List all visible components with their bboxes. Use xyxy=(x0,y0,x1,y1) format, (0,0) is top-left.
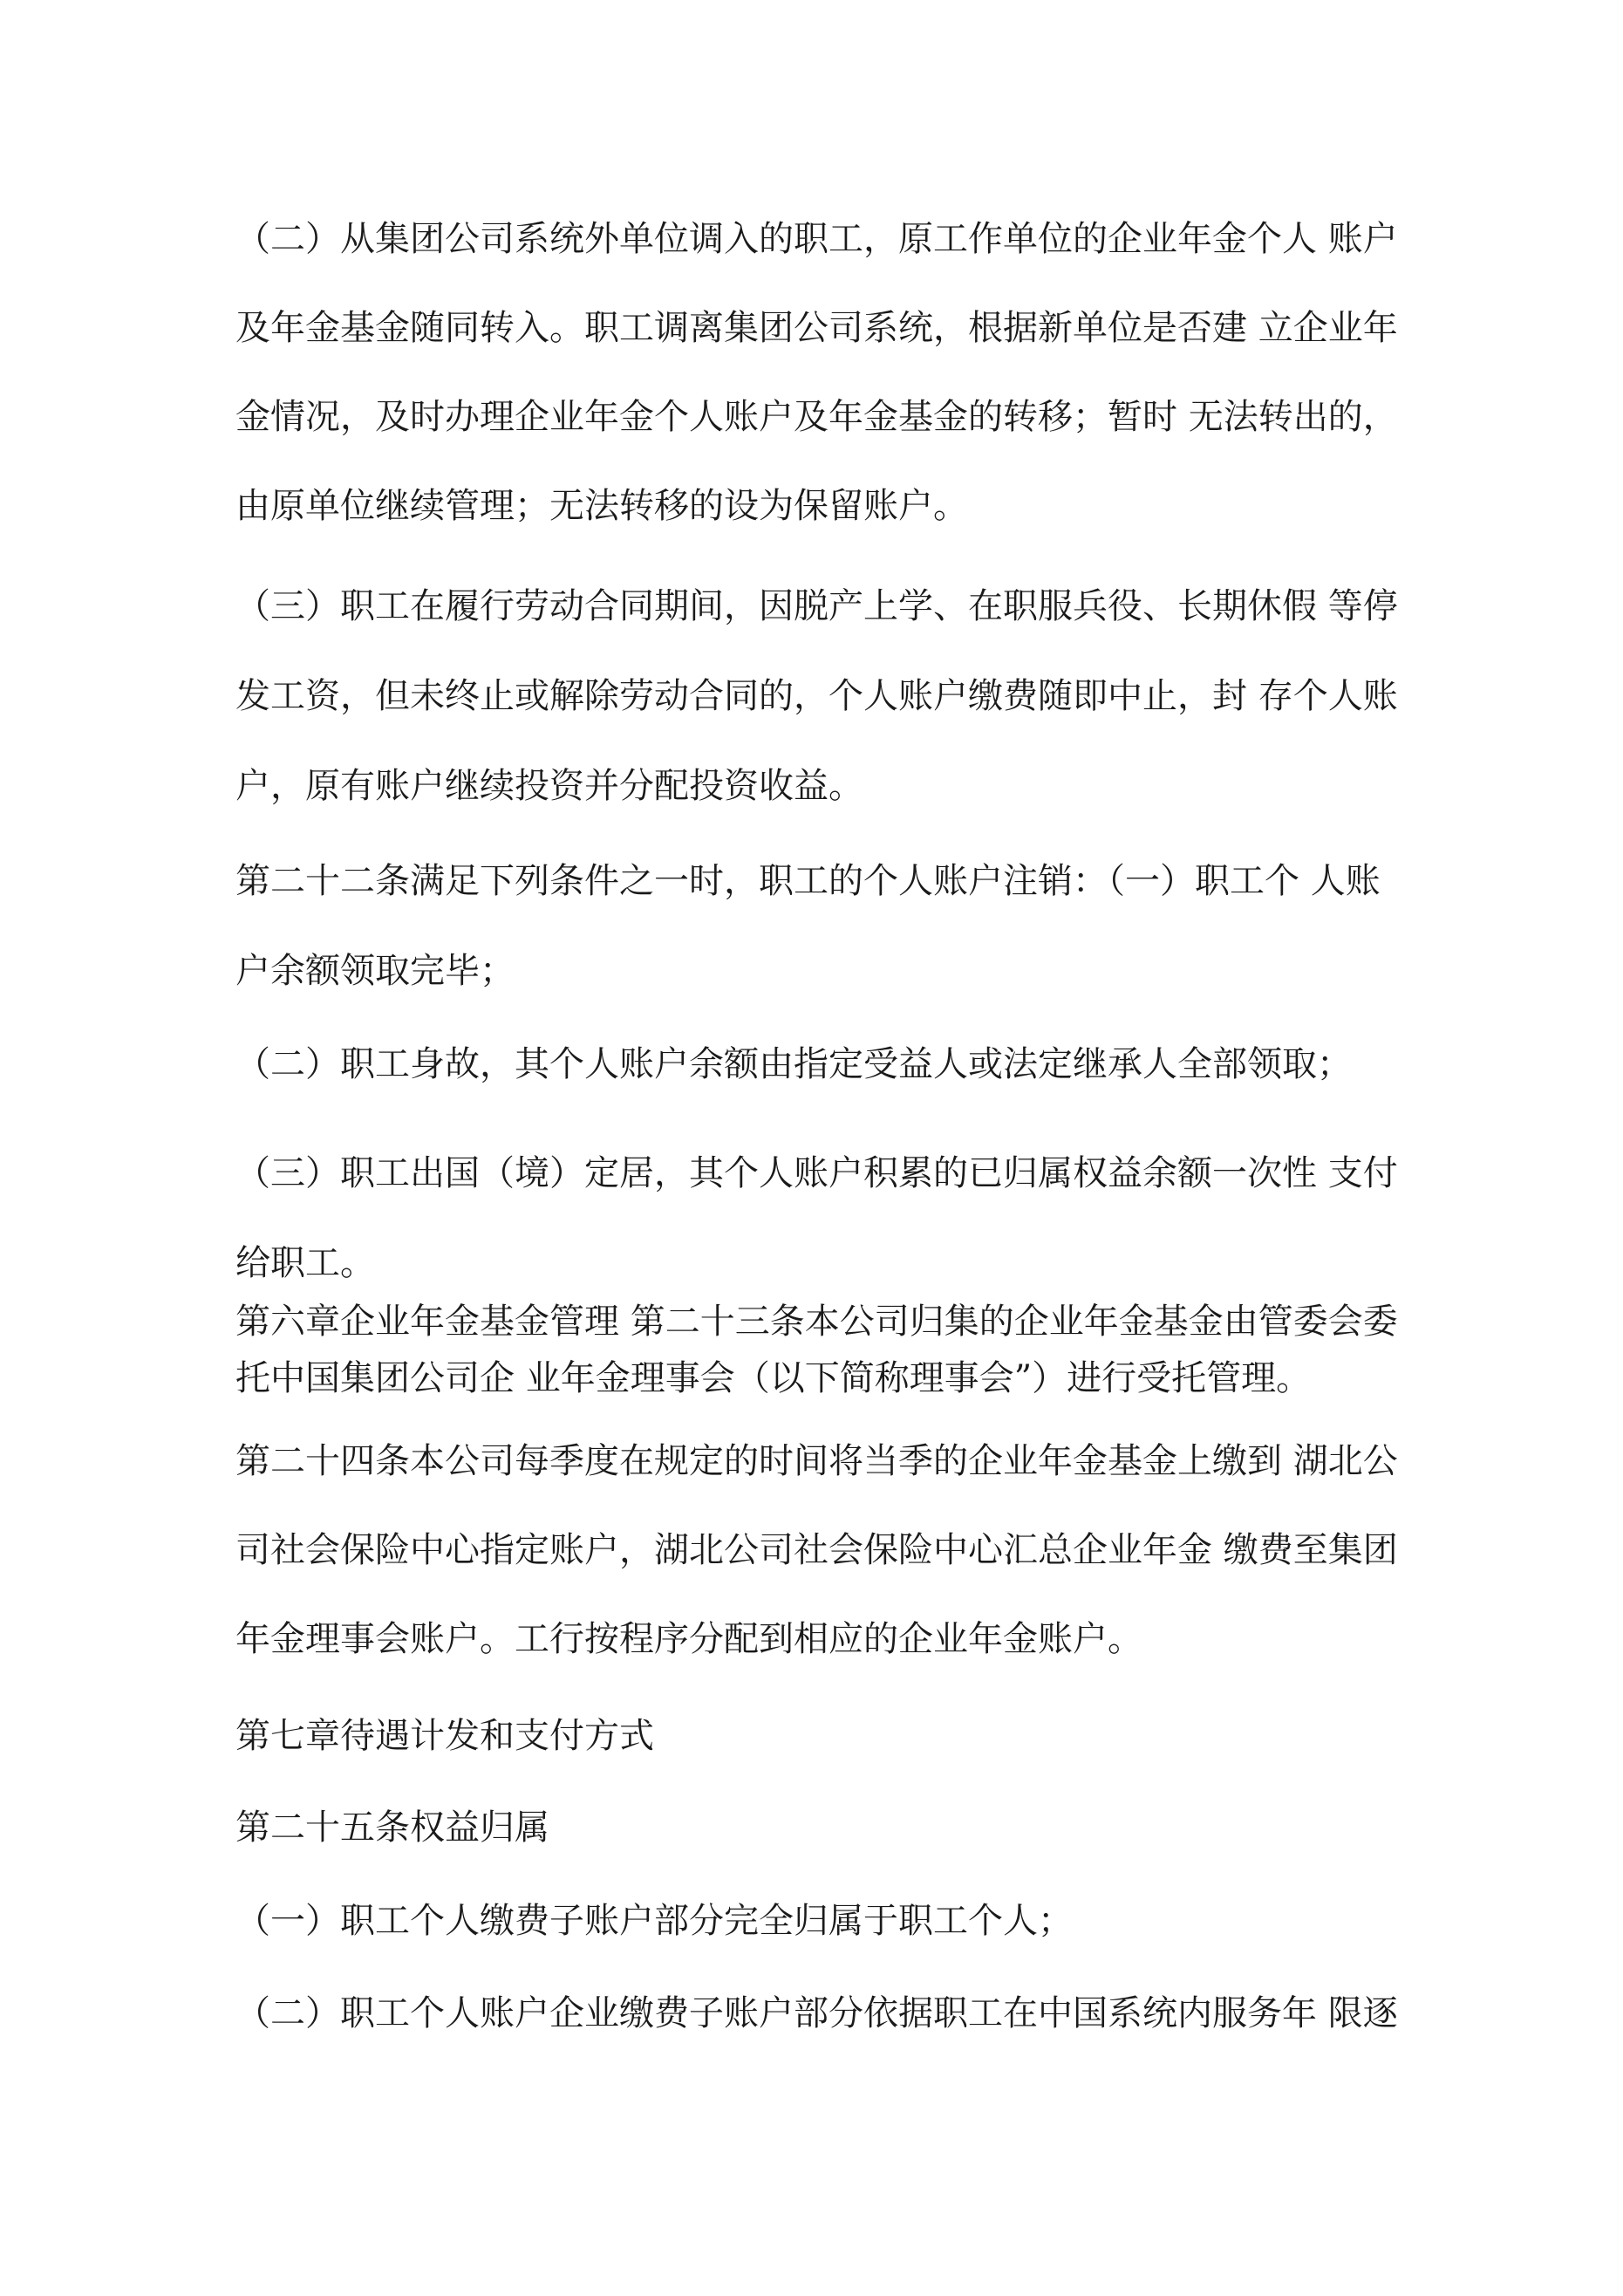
text-line: （三）职工出国（境）定居，其个人账户积累的已归属权益余额一次性 支付 xyxy=(235,1153,1398,1193)
text-line: 户，原有账户继续投资并分配投资收益。 xyxy=(235,766,863,806)
article-25-heading xyxy=(235,1807,1404,1848)
paragraph-chapter-6 xyxy=(235,1304,1404,1396)
text-line: 及年金基金随同转入。职工调离集团公司系统，根据新单位是否建 立企业年 xyxy=(235,308,1398,348)
text-line: 司社会保险中心指定账户，湖北公司社会保险中心汇总企业年金 缴费至集团 xyxy=(235,1530,1398,1570)
paragraph-article-24 xyxy=(235,1441,1404,1659)
text-line: 金情况，及时办理企业年金个人账户及年金基金的转移；暂时 无法转出的， xyxy=(235,397,1398,437)
text-line: （二）职工身故，其个人账户余额由指定受益人或法定继承人全部领取； xyxy=(235,1044,1352,1084)
text-line: 第二十二条满足下列条件之一时，职工的个人账户注销：（一）职工个 人账 xyxy=(235,861,1381,901)
paragraph-emigration xyxy=(235,1153,1404,1283)
text-line: 第二十四条本公司每季度在规定的时间将当季的企业年金基金上缴到 湖北公 xyxy=(235,1441,1398,1481)
text-line: （三）职工在履行劳动合同期间，因脱产上学、在职服兵役、长期休假 等停 xyxy=(235,586,1398,626)
text-line: 年金理事会账户。工行按程序分配到相应的企业年金账户。 xyxy=(235,1619,1142,1659)
text-line: （一）职工个人缴费子账户部分完全归属于职工个人； xyxy=(235,1901,1073,1941)
text-line: 发工资，但未终止或解除劳动合同的，个人账户缴费随即中止，封 存个人账 xyxy=(235,676,1398,716)
chapter-7-heading xyxy=(235,1716,1404,1756)
paragraph-article-22 xyxy=(235,861,1404,991)
paragraph-vesting-enterprise xyxy=(235,1993,1404,2033)
text-line: 户余额领取完毕； xyxy=(235,951,515,991)
paragraph-vesting-personal xyxy=(235,1901,1404,1941)
text-line: 第六章企业年金基金管理 第二十三条本公司归集的企业年金基金由管委会委 xyxy=(235,1302,1398,1342)
text-line: （二）职工个人账户企业缴费子账户部分依据职工在中国系统内服务年 限逐 xyxy=(235,1993,1398,2033)
paragraph-transfer-in xyxy=(235,219,1404,526)
text-line: 由原单位继续管理；无法转移的设为保留账户。 xyxy=(235,486,968,526)
text-line: 托中国集团公司企 业年金理事会（以下简称理事会”）进行受托管理。 xyxy=(235,1358,1312,1398)
paragraph-suspension xyxy=(235,586,1404,806)
paragraph-death xyxy=(235,1044,1404,1084)
text-line: 给职工。 xyxy=(235,1243,375,1283)
text-line: （二）从集团公司系统外单位调入的职工，原工作单位的企业年金个人 账户 xyxy=(235,219,1398,259)
text-line: 第七章待遇计发和支付方式 xyxy=(235,1716,654,1756)
text-line: 第二十五条权益归属 xyxy=(235,1807,549,1848)
